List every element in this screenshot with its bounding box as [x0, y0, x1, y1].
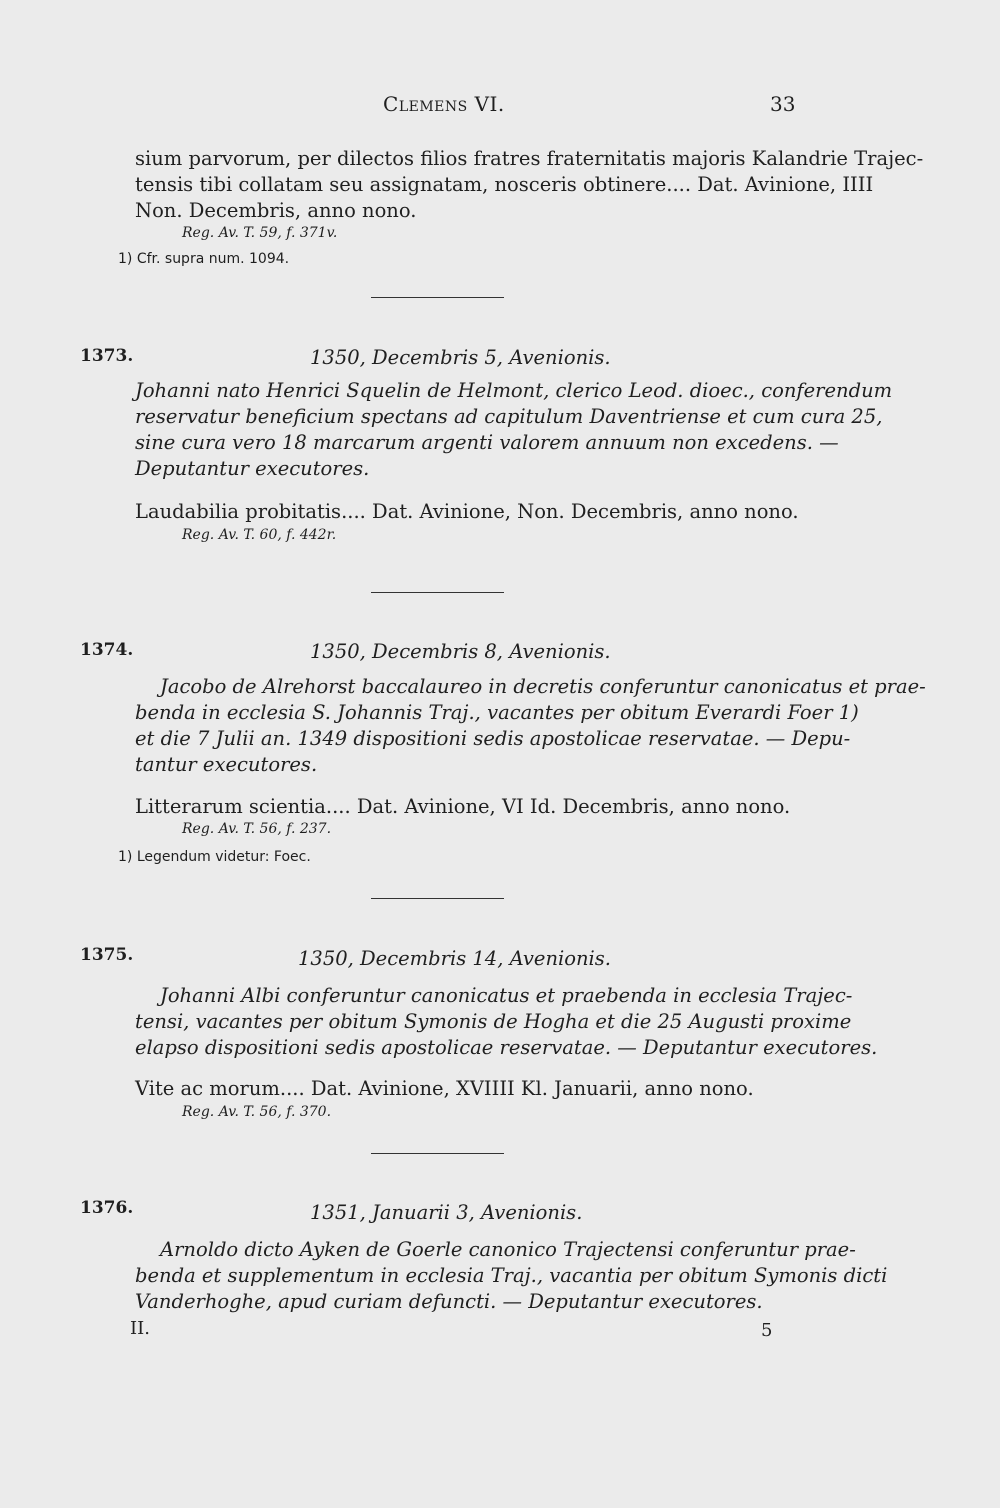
entry-summary-line: tantur executores.: [135, 753, 318, 776]
continuation-footnote: 1) Cfr. supra num. 1094.: [118, 251, 290, 267]
entry-summary-line: Jacobo de Alrehorst baccalaureo in decretis conferuntur canonicatus et prae-: [160, 675, 926, 698]
separator-rule: [371, 1153, 504, 1154]
sheet-number: 5: [761, 1320, 773, 1341]
entry-summary-line: Deputantur executores.: [135, 457, 370, 480]
header-title-initial: C: [383, 92, 399, 116]
continuation-reference: Reg. Av. T. 59, f. 371v.: [182, 225, 338, 241]
entry-summary-line: et die 7 Julii an. 1349 dispositioni sedis apostolicae reservatae. — Depu-: [135, 727, 851, 750]
entry-number: 1375.: [80, 945, 134, 965]
entry-summary-line: sine cura vero 18 marcarum argenti valorem annuum non excedens. —: [135, 431, 839, 454]
entry-number: 1373.: [80, 346, 134, 366]
entry-summary-line: benda et supplementum in ecclesia Traj., vacantia per obitum Symonis dicti: [135, 1264, 888, 1287]
entry-incipit: Vite ac morum.... Dat. Avinione, XVIIII Kl. Januarii, anno nono.: [135, 1077, 754, 1100]
entry-summary-line: Johanni nato Henrici Squelin de Helmont, clerico Leod. dioec., conferendum: [135, 379, 893, 402]
entry-summary-line: elapso dispositioni sedis apostolicae reservatae. — Deputantur executores.: [135, 1036, 878, 1059]
entry-date: 1351, Januarii 3, Avenionis.: [310, 1201, 583, 1224]
entry-summary-line: tensi, vacantes per obitum Symonis de Hogha et die 25 Augusti proxime: [135, 1010, 852, 1033]
entry-number: 1374.: [80, 640, 134, 660]
signature-mark: II.: [130, 1318, 150, 1339]
entry-number: 1376.: [80, 1198, 134, 1218]
separator-rule: [371, 898, 504, 899]
continuation-line-2: tensis tibi collatam seu assignatam, nosceris obtinere.... Dat. Avinione, IIII: [135, 173, 874, 196]
entry-date: 1350, Decembris 5, Avenionis.: [310, 346, 611, 369]
entry-reference: Reg. Av. T. 56, f. 370.: [182, 1104, 332, 1120]
separator-rule: [371, 297, 504, 298]
entry-date: 1350, Decembris 8, Avenionis.: [310, 640, 611, 663]
continuation-line-1: sium parvorum, per dilectos filios fratres fraternitatis majoris Kalandrie Trajec-: [135, 147, 924, 170]
entry-summary-line: benda in ecclesia S. Johannis Traj., vacantes per obitum Everardi Foer 1): [135, 701, 859, 724]
page-number: 33: [770, 92, 796, 116]
entry-incipit: Litterarum scientia.... Dat. Avinione, VI Id. Decembris, anno nono.: [135, 795, 791, 818]
entry-reference: Reg. Av. T. 56, f. 237.: [182, 821, 332, 837]
entry-reference: Reg. Av. T. 60, f. 442r.: [182, 527, 337, 543]
running-header-title: [383, 92, 505, 116]
entry-summary-line: Johanni Albi conferuntur canonicatus et praebenda in ecclesia Trajec-: [160, 984, 853, 1007]
entry-summary-line: Vanderhoghe, apud curiam defuncti. — Deputantur executores.: [135, 1290, 763, 1313]
entry-summary-line: reservatur beneficium spectans ad capitulum Daventriense et cum cura 25,: [135, 405, 883, 428]
separator-rule: [371, 592, 504, 593]
entry-footnote: 1) Legendum videtur: Foec.: [118, 849, 311, 865]
continuation-line-3: Non. Decembris, anno nono.: [135, 199, 417, 222]
header-title-rest: lemens VI.: [398, 92, 505, 116]
entry-date: 1350, Decembris 14, Avenionis.: [298, 947, 611, 970]
entry-incipit: Laudabilia probitatis.... Dat. Avinione, Non. Decembris, anno nono.: [135, 500, 799, 523]
entry-summary-line: Arnoldo dicto Ayken de Goerle canonico Trajectensi conferuntur prae-: [160, 1238, 856, 1261]
